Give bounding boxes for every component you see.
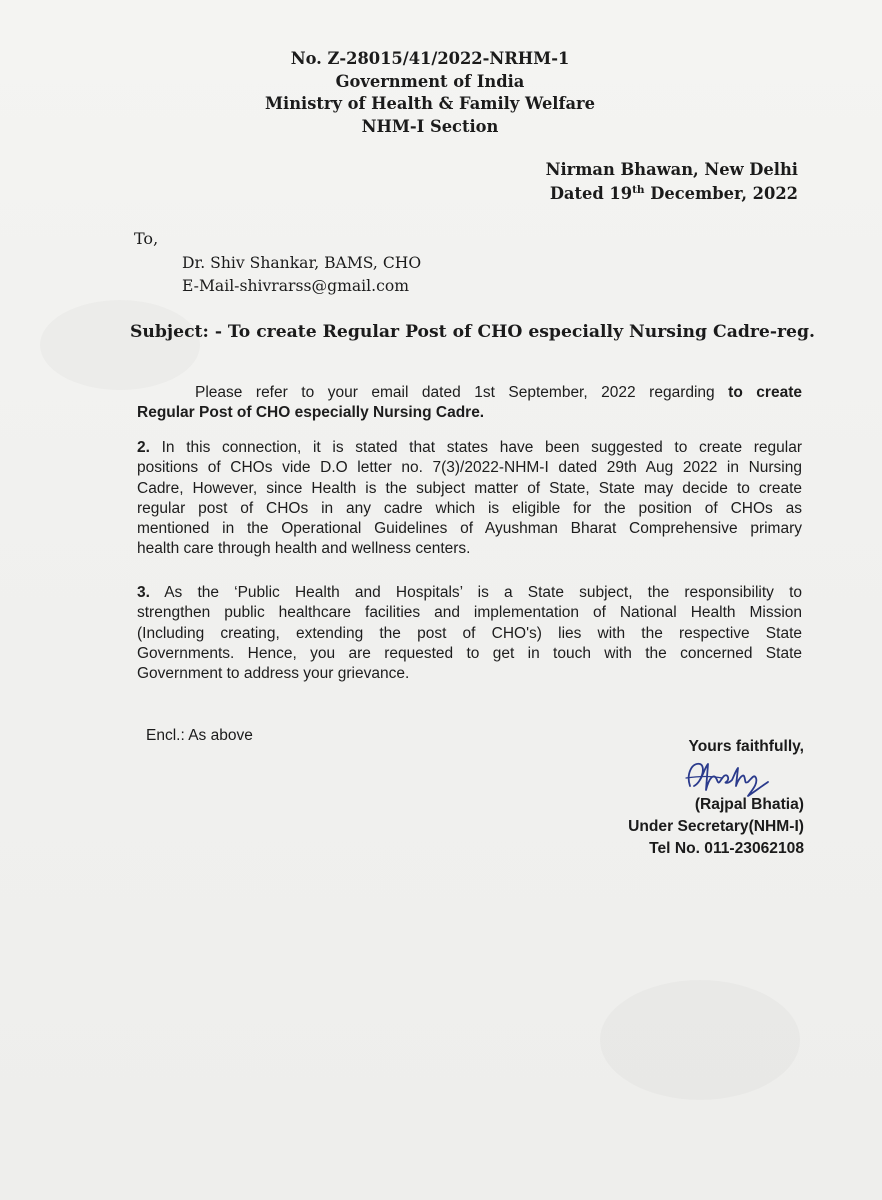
- paper-texture: [600, 980, 800, 1100]
- paragraph-2-number: 2.: [137, 439, 150, 456]
- recipient-name: Dr. Shiv Shankar, BAMS, CHO: [182, 254, 422, 272]
- date-ordinal: th: [632, 184, 645, 196]
- paragraph-2-line: health care through health and wellness centers.: [137, 540, 471, 558]
- date-prefix: Dated 19: [549, 184, 633, 203]
- paragraph-2-line: [137, 438, 802, 458]
- ministry-name: Ministry of Health & Family Welfare: [265, 94, 595, 113]
- place: Nirman Bhawan, New Delhi: [545, 160, 798, 179]
- paragraph-1-line-2: [137, 403, 802, 423]
- paragraph-3: [137, 583, 802, 684]
- paragraph-1-line-1: [195, 383, 802, 403]
- paragraph-3-line: Government to address your grievance.: [137, 665, 410, 683]
- paragraph-2-line: regular post of CHOs in any cadre which is eligible for the position of CHOs as: [137, 499, 802, 517]
- signatory-telephone: Tel No. 011-23062108: [649, 840, 804, 857]
- government-name: Government of India: [335, 71, 525, 91]
- paragraph-1-bold-text: to create: [728, 384, 802, 401]
- paragraph-2-line: mentioned in the Operational Guidelines of Ayushman Bharat Comprehensive primary: [137, 520, 802, 538]
- paragraph-3-text: As the ‘Public Health and Hospitals’ is a State subject, the responsibility to: [149, 584, 802, 601]
- paragraph-1: [137, 383, 802, 403]
- subject-line: Subject: - To create Regular Post of CHO especially Nursing Cadre-reg.: [130, 322, 815, 342]
- handwritten-signature: [682, 756, 772, 800]
- closing-salutation: Yours faithfully,: [688, 738, 804, 755]
- paragraph-2-line: Cadre, However, since Health is the subject matter of State, State may decide to create: [137, 479, 802, 497]
- paragraph-2: [137, 438, 802, 560]
- date-rest: December, 2022: [644, 184, 798, 203]
- paragraph-3-line: strengthen public healthcare facilities and implementation of National Health Mission: [137, 604, 802, 622]
- paragraph-3-line: Governments. Hence, you are requested to get in touch with the concerned State: [137, 644, 802, 662]
- paragraph-3-line: [137, 583, 802, 603]
- paragraph-1-bold-text-2: Regular Post of CHO especially Nursing Cadre.: [137, 404, 485, 421]
- signatory-name: (Rajpal Bhatia): [694, 796, 804, 813]
- place-date-block: [546, 158, 798, 206]
- paragraph-1-text: Please refer to your email dated 1st September, 2022 regarding: [195, 384, 729, 401]
- signatory-designation: Under Secretary(NHM-I): [628, 818, 804, 835]
- paragraph-2-line: positions of CHOs vide D.O letter no. 7(3)/2022-NHM-I dated 29th Aug 2022 in Nursing: [137, 459, 802, 477]
- enclosure-note: Encl.: As above: [146, 727, 253, 744]
- date-line: [546, 182, 798, 206]
- paragraph-1-continued: [137, 403, 802, 423]
- reference-number: No. Z-28015/41/2022-NRHM-1: [290, 49, 570, 68]
- paragraph-3-line: (Including creating, extending the post of CHO's) lies with the respective State: [137, 624, 802, 642]
- paper-texture: [40, 300, 200, 390]
- recipient-email: E-Mail-shivrarss@gmail.com: [182, 277, 410, 295]
- to-label: To,: [134, 229, 159, 248]
- paragraph-2-text: In this connection, it is stated that states have been suggested to create regular: [149, 439, 802, 456]
- section-name: NHM-I Section: [361, 116, 499, 136]
- paragraph-3-number: 3.: [137, 584, 150, 601]
- letter-header: [250, 48, 610, 138]
